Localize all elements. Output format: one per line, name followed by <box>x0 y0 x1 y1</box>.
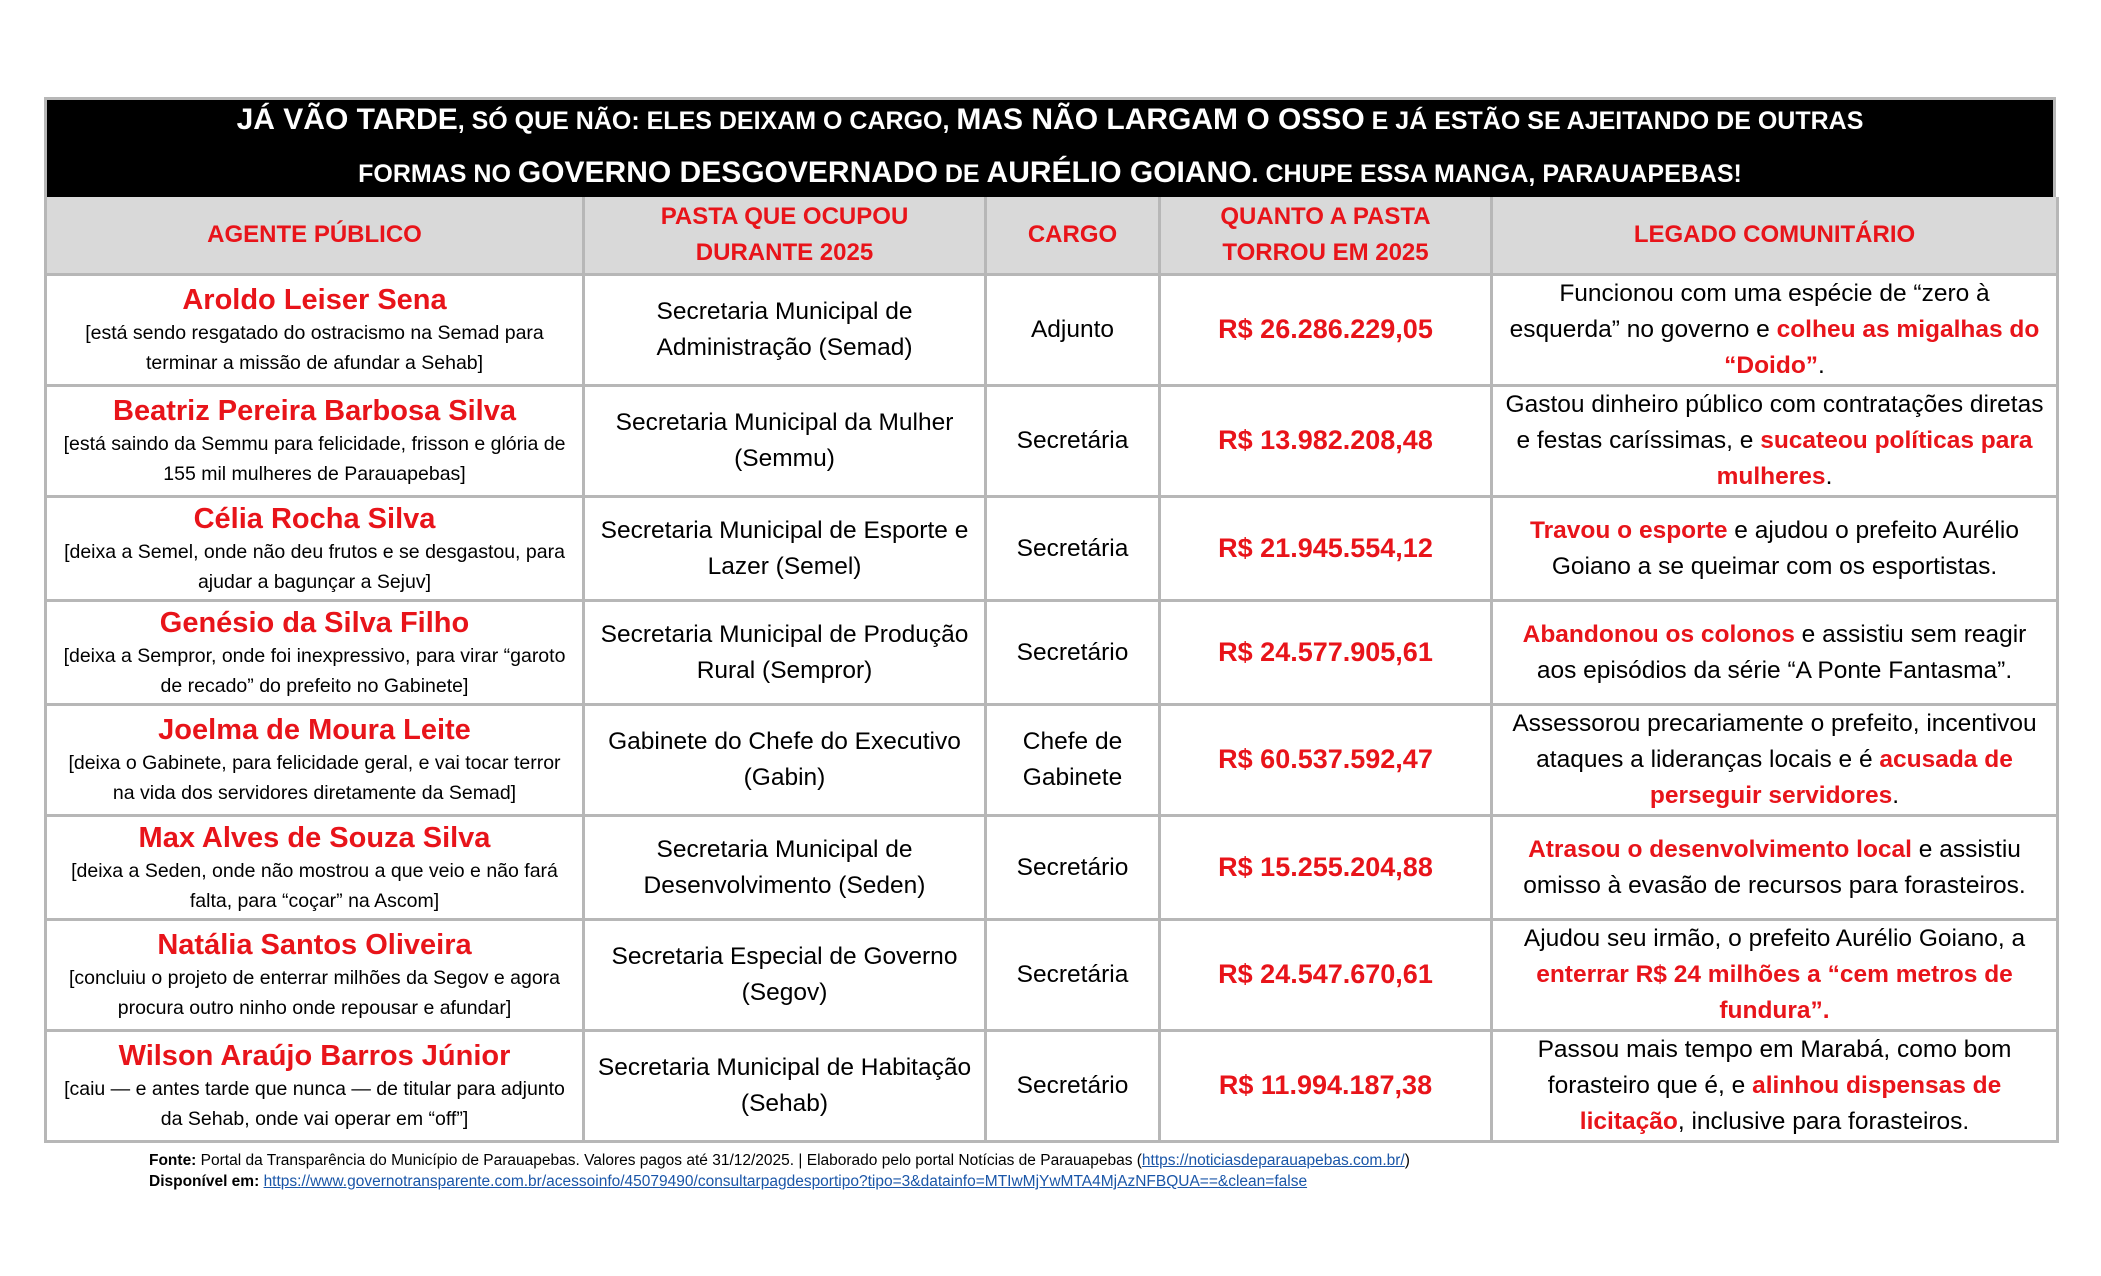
agent-name: Natália Santos Oliveira <box>157 929 472 961</box>
amount-cell <box>1160 275 1492 386</box>
legacy-text-end: e ajudou o prefeito Aurélio Goiano a se queimar com os esportistas. <box>1551 516 2019 580</box>
dept-cell: Secretaria Municipal de Produção Rural (Sempror) <box>584 601 986 705</box>
dept-cell: Secretaria Municipal de Esporte e Lazer (Semel) <box>584 497 986 601</box>
agent-cell <box>46 920 584 1031</box>
legacy-cell <box>1492 601 2058 705</box>
legacy-highlight: alinhou dispensas de licitação <box>1579 1072 2002 1135</box>
amount-cell <box>1160 1031 1492 1142</box>
legacy-highlight: acusada de perseguir servidores <box>1649 746 2013 809</box>
legacy-cell <box>1492 497 2058 601</box>
agent-name: Wilson Araújo Barros Júnior <box>118 1040 511 1072</box>
legacy-text: Assessorou precariamente o prefeito, incentivou ataques a lideranças locais e é <box>1512 710 2037 773</box>
agent-cell <box>46 705 584 816</box>
amount-value: R$ 24.577.905,61 <box>1218 636 1433 667</box>
agent-name: Max Alves de Souza Silva <box>138 821 491 854</box>
legacy-text-end: . <box>1892 782 1900 809</box>
footer-source: Fonte: Portal da Transparência do Município de Parauapebas. Valores pagos até 31/12/2025. | Elaborado pelo portal Notícias de Parauapebas (https://noticiasdeparauapebas.com.br/) <box>149 1152 1410 1169</box>
legacy-cell <box>1492 1031 2058 1142</box>
amount-value: R$ 26.286.229,05 <box>1218 314 1433 344</box>
role-cell: Secretária <box>986 386 1160 497</box>
agent-note: [está sendo resgatado do ostracismo na Semad para terminar a missão de afundar a Sehab] <box>85 322 544 374</box>
col-header-dept: PASTA QUE OCUPOU DURANTE 2025 <box>584 197 986 275</box>
role-cell: Secretário <box>986 601 1160 705</box>
legacy-text: Funcionou com uma espécie de “zero à esquerda” no governo e <box>1509 280 1990 343</box>
dept-cell: Secretaria Municipal de Desenvolvimento (Seden) <box>584 816 986 920</box>
table-row <box>46 497 2058 601</box>
availability-link[interactable]: https://www.governotransparente.com.br/acessoinfo/45079490/consultarpagdesportipo?tipo=3&datainfo=MTIwMjYwMTA4MjAzNFBQUA==&clean=false <box>263 1173 1308 1190</box>
table-row <box>46 705 2058 816</box>
agent-note: [deixa a Semel, onde não deu frutos e se desgastou, para ajudar a bagunçar a Sejuv] <box>64 540 565 593</box>
agent-note: [caiu — e antes tarde que nunca — de titular para adjunto da Sehab, onde vai operar em “off”] <box>64 1078 565 1130</box>
agent-cell <box>46 816 584 920</box>
legacy-cell <box>1492 386 2058 497</box>
table-row <box>46 601 2058 705</box>
legacy-text-end: . <box>1818 352 1825 379</box>
amount-value: R$ 11.994.187,38 <box>1218 1070 1433 1100</box>
agent-note: [deixa a Seden, onde não mostrou a que veio e não fará falta, para “coçar” na Ascom] <box>71 859 558 912</box>
amount-cell <box>1160 816 1492 920</box>
agent-cell <box>46 386 584 497</box>
table-row <box>46 275 2058 386</box>
role-cell: Secretário <box>986 816 1160 920</box>
footer-availability: Disponível em: https://www.governotransparente.com.br/acessoinfo/45079490/consultarpagdesportipo?tipo=3&datainfo=MTIwMjYwMTA4MjAzNFBQUA==&clean=false <box>149 1173 1308 1190</box>
legacy-text: Passou mais tempo em Marabá, como bom forasteiro que é, e <box>1537 1036 2012 1099</box>
agent-name: Aroldo Leiser Sena <box>182 284 447 316</box>
col-header-role: CARGO <box>986 197 1160 275</box>
table-header-row <box>46 197 2058 275</box>
dept-cell: Secretaria Municipal da Mulher (Semmu) <box>584 386 986 497</box>
headline-line-2: FORMAS NO GOVERNO DESGOVERNADO DE AURÉLIO GOIANO. CHUPE ESSA MANGA, PARAUAPEBAS! <box>358 155 1742 189</box>
amount-cell <box>1160 497 1492 601</box>
legacy-text-end: . <box>1825 463 1833 490</box>
table-row <box>46 386 2058 497</box>
source-link[interactable]: https://noticiasdeparauapebas.com.br/ <box>1141 1152 1405 1169</box>
dept-cell: Secretaria Especial de Governo (Segov) <box>584 920 986 1031</box>
amount-cell <box>1160 705 1492 816</box>
agent-cell <box>46 1031 584 1142</box>
agent-note: [deixa o Gabinete, para felicidade geral, e vai tocar terror na vida dos servidores diretamente da Semad] <box>68 752 561 804</box>
agent-name: Beatriz Pereira Barbosa Silva <box>113 395 516 427</box>
table-row <box>46 816 2058 920</box>
role-cell: Chefe de Gabinete <box>986 705 1160 816</box>
headline-banner <box>44 97 2056 197</box>
agent-note: [está saindo da Semmu para felicidade, frisson e glória de 155 mil mulheres de Parauapebas] <box>63 433 566 485</box>
officials-table <box>44 197 2059 1143</box>
agent-cell <box>46 601 584 705</box>
dept-cell: Secretaria Municipal de Administração (Semad) <box>584 275 986 386</box>
col-header-spent: QUANTO A PASTA TORROU EM 2025 <box>1160 197 1492 275</box>
agent-name: Genésio da Silva Filho <box>159 606 470 639</box>
amount-cell <box>1160 920 1492 1031</box>
legacy-highlight: Travou o esporte <box>1530 516 1728 544</box>
legacy-cell <box>1492 275 2058 386</box>
legacy-highlight: Abandonou os colonos <box>1522 620 1795 648</box>
legacy-text-end: , inclusive para forasteiros. <box>1677 1108 1970 1135</box>
report-document <box>44 97 2056 1143</box>
role-cell: Adjunto <box>986 275 1160 386</box>
headline-line-1: JÁ VÃO TARDE, SÓ QUE NÃO: ELES DEIXAM O CARGO, MAS NÃO LARGAM O OSSO E JÁ ESTÃO SE AJEITANDO DE OUTRAS <box>236 102 1864 136</box>
role-cell: Secretária <box>986 497 1160 601</box>
legacy-highlight: Atrasou o desenvolvimento local <box>1528 835 1912 863</box>
agent-note: [deixa a Sempror, onde foi inexpressivo, para virar “garoto de recado” do prefeito no Gabinete] <box>63 644 566 697</box>
agent-name: Célia Rocha Silva <box>193 502 436 535</box>
col-header-legacy: LEGADO COMUNITÁRIO <box>1492 197 2058 275</box>
amount-value: R$ 15.255.204,88 <box>1218 851 1433 882</box>
amount-cell <box>1160 386 1492 497</box>
amount-value: R$ 24.547.670,61 <box>1218 959 1433 989</box>
role-cell: Secretário <box>986 1031 1160 1142</box>
legacy-cell <box>1492 816 2058 920</box>
agent-note: [concluiu o projeto de enterrar milhões da Segov e agora procura outro ninho onde repousar e afundar] <box>68 967 561 1019</box>
agent-cell <box>46 497 584 601</box>
amount-value: R$ 13.982.208,48 <box>1218 425 1433 455</box>
legacy-cell <box>1492 705 2058 816</box>
legacy-highlight: colheu as migalhas do “Doido” <box>1724 316 2040 379</box>
legacy-text-end: e assistiu sem reagir aos episódios da série “A Ponte Fantasma”. <box>1536 620 2027 684</box>
legacy-text-end: e assistiu omisso à evasão de recursos para forasteiros. <box>1523 835 2026 899</box>
legacy-highlight: sucateou políticas para mulheres <box>1716 427 2033 490</box>
agent-cell <box>46 275 584 386</box>
legacy-text: Gastou dinheiro público com contratações diretas e festas caríssimas, e <box>1505 391 2044 454</box>
agent-name: Joelma de Moura Leite <box>158 714 471 746</box>
col-header-agent: AGENTE PÚBLICO <box>46 197 584 275</box>
table-row <box>46 920 2058 1031</box>
dept-cell: Gabinete do Chefe do Executivo (Gabin) <box>584 705 986 816</box>
amount-value: R$ 60.537.592,47 <box>1218 744 1433 774</box>
amount-cell <box>1160 601 1492 705</box>
legacy-text: Ajudou seu irmão, o prefeito Aurélio Goiano, a <box>1523 925 2026 952</box>
legacy-cell <box>1492 920 2058 1031</box>
dept-cell: Secretaria Municipal de Habitação (Sehab) <box>584 1031 986 1142</box>
legacy-highlight: enterrar R$ 24 milhões a “cem metros de fundura”. <box>1536 961 2013 1024</box>
amount-value: R$ 21.945.554,12 <box>1218 532 1433 563</box>
table-row <box>46 1031 2058 1142</box>
role-cell: Secretária <box>986 920 1160 1031</box>
